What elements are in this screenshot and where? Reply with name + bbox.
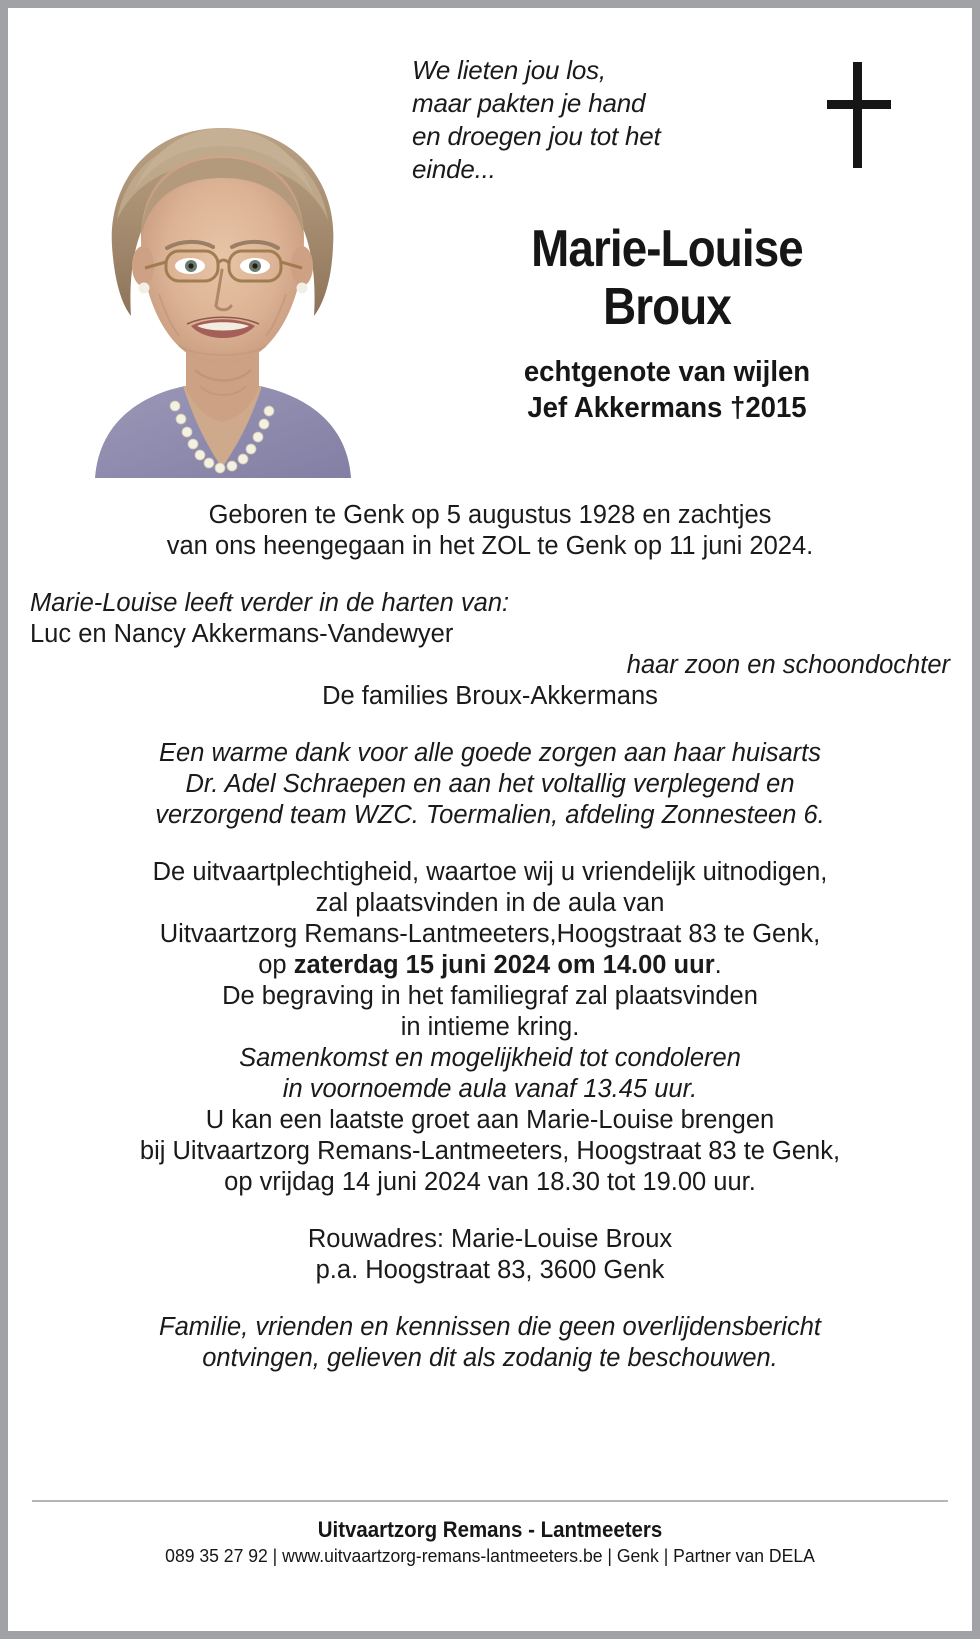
condolence-address-line-1: Rouwadres: Marie-Louise Broux (307, 1225, 673, 1253)
ceremony-datetime-prefix: op (258, 951, 294, 979)
visitation-line-3: op vrijdag 14 juni 2024 van 18.30 tot 19.00 uur. (224, 1168, 756, 1196)
family-relation-1: haar zoon en schoondochter (626, 651, 950, 679)
latin-cross-icon (827, 62, 891, 168)
cross-vertical-bar (853, 62, 862, 168)
footer-divider (32, 1500, 948, 1502)
burial-line-2: in intieme kring. (400, 1013, 580, 1041)
announcement-body (30, 500, 950, 1374)
spacer (30, 1198, 950, 1224)
gathering-line-2: in voornoemde aula vanaf 13.45 uur. (282, 1075, 698, 1103)
poem-line-2: maar pakten je hand (412, 88, 646, 118)
poem-line-4: einde... (412, 154, 496, 184)
gathering-line-1: Samenkomst en mogelijkheid tot condoleren (239, 1044, 741, 1072)
funeral-home-name: Uitvaartzorg Remans - Lantmeeters (317, 1517, 663, 1542)
visitation-line-2: bij Uitvaartzorg Remans-Lantmeeters, Hoogstraat 83 te Genk, (139, 1137, 841, 1165)
spouse-name-line: Jef Akkermans †2015 (527, 392, 807, 424)
ceremony-venue: Uitvaartzorg Remans-Lantmeeters,Hoogstraat 83 te Genk, (159, 920, 821, 948)
thanks-line-2: Dr. Adel Schraepen en aan het voltallig verplegend en (185, 770, 795, 798)
portrait-photo (55, 70, 390, 478)
ceremony-line-2: zal plaatsvinden in de aula van (315, 889, 665, 917)
deceased-last-name: Broux (603, 278, 731, 336)
general-notice-line-1: Familie, vrienden en kennissen die geen overlijdensbericht (159, 1313, 821, 1341)
condolence-address-line-2: p.a. Hoogstraat 83, 3600 Genk (315, 1256, 665, 1284)
funeral-home-footer (30, 1516, 950, 1568)
memorial-poem (412, 54, 812, 186)
family-member-1: Luc en Nancy Akkermans-Vandewyer (30, 620, 454, 648)
ceremony-line-1: De uitvaartplechtigheid, waartoe wij u vriendelijk uitnodigen, (152, 858, 828, 886)
ceremony-datetime (30, 950, 950, 981)
page-inner (8, 8, 972, 1631)
deceased-name-block (412, 220, 922, 426)
poem-line-1: We lieten jou los, (412, 55, 606, 85)
thanks-line-1: Een warme dank voor alle goede zorgen aan haar huisarts (159, 739, 821, 767)
visitation-line-1: U kan een laatste groet aan Marie-Louise brengen (205, 1106, 775, 1134)
spacer (30, 831, 950, 857)
spacer (30, 712, 950, 738)
family-intro: Marie-Louise leeft verder in de harten van: (30, 589, 510, 617)
cross-horizontal-bar (827, 100, 891, 109)
spacer (30, 1286, 950, 1312)
spouse-relation-line: echtgenote van wijlen (523, 356, 811, 388)
general-notice-line-2: ontvingen, gelieven dit als zodanig te beschouwen. (202, 1344, 778, 1372)
thanks-line-3: verzorgend team WZC. Toermalien, afdeling Zonnesteen 6. (155, 801, 825, 829)
ceremony-datetime-suffix: . (714, 951, 722, 979)
funeral-home-contact[interactable]: 089 35 27 92 | www.uitvaartzorg-remans-lantmeeters.be | Genk | Partner van DELA (165, 1545, 815, 1566)
families-line: De families Broux-Akkermans (322, 682, 658, 710)
birth-line: Geboren te Genk op 5 augustus 1928 en zachtjes (208, 501, 772, 529)
poem-line-3: en droegen jou tot het (412, 121, 661, 151)
death-line: van ons heengegaan in het ZOL te Genk op 11 juni 2024. (166, 532, 814, 560)
ceremony-datetime-value: zaterdag 15 juni 2024 om 14.00 uur (293, 951, 715, 979)
deceased-first-name: Marie-Louise (531, 220, 803, 278)
burial-line-1: De begraving in het familiegraf zal plaatsvinden (222, 982, 758, 1010)
spacer (30, 562, 950, 588)
